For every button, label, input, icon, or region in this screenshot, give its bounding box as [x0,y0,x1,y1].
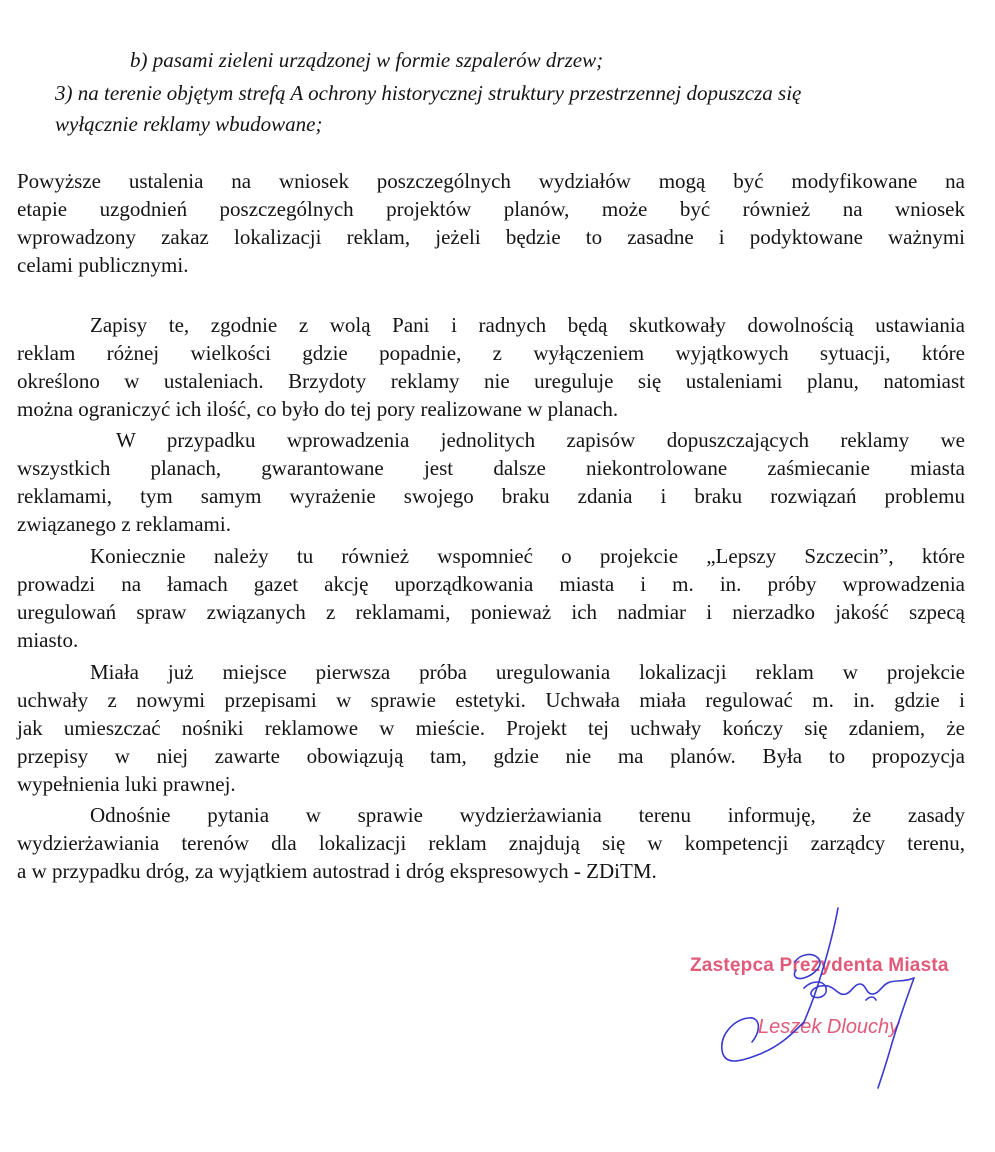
paragraph-4-line-2: prowadzi na łamach gazet akcję uporządkowania miasta i m. in. próby wprowadzenia [17,572,965,596]
paragraph-2-line-4: można ograniczyć ich ilość, co było do tej pory realizowane w planach. [17,397,619,421]
paragraph-2-line-1: Zapisy te, zgodnie z wolą Pani i radnych będą skutkowały dowolnością ustawiania [90,313,965,337]
signature-icon [700,900,940,1100]
paragraph-1-line-2: etapie uzgodnień poszczególnych projektów planów, może być również na wniosek [17,197,965,221]
stamp-title: Zastępca Prezydenta Miasta [690,955,949,976]
paragraph-5-line-4: przepisy w niej zawarte obowiązują tam, gdzie nie ma planów. Była to propozycja [17,744,965,768]
paragraph-6-line-2: wydzierżawiania terenów dla lokalizacji reklam znajdują się w kompetencji zarządcy terenu, [17,831,965,855]
list-item-3-line-1: 3) na terenie objętym strefą A ochrony historycznej struktury przestrzennej dopuszcza się [55,81,802,105]
paragraph-1-line-1: Powyższe ustalenia na wniosek poszczególnych wydziałów mogą być modyfikowane na [17,169,965,193]
paragraph-3-line-4: związanego z reklamami. [17,512,231,536]
paragraph-4-line-3: uregulowań spraw związanych z reklamami, ponieważ ich nadmiar i nierzadko jakość szpecą [17,600,965,624]
paragraph-5-line-3: jak umieszczać nośniki reklamowe w mieście. Projekt tej uchwały kończy się zdaniem, że [17,716,965,740]
list-item-3-line-2: wyłącznie reklamy wbudowane; [55,112,323,136]
paragraph-1-line-4: celami publicznymi. [17,253,189,277]
stamp-name: Leszek Dlouchy [758,1016,900,1038]
paragraph-5-line-2: uchwały z nowymi przepisami w sprawie estetyki. Uchwała miała regulować m. in. gdzie i [17,688,965,712]
paragraph-3-line-1: W przypadku wprowadzenia jednolitych zapisów dopuszczających reklamy we [116,428,965,452]
paragraph-6-line-1: Odnośnie pytania w sprawie wydzierżawiania terenu informuję, że zasady [90,803,965,827]
list-item-b: b) pasami zieleni urządzonej w formie szpalerów drzew; [130,48,604,72]
paragraph-5-line-1: Miała już miejsce pierwsza próba uregulowania lokalizacji reklam w projekcie [90,660,965,684]
paragraph-3-line-3: reklamami, tym samym wyrażenie swojego braku zdania i braku rozwiązań problemu [17,484,965,508]
paragraph-2-line-3: określono w ustaleniach. Brzydoty reklamy nie ureguluje się ustaleniami planu, natomiast [17,369,965,393]
paragraph-1-line-3: wprowadzony zakaz lokalizacji reklam, jeżeli będzie to zasadne i podyktowane ważnymi [17,225,965,249]
paragraph-3-line-2: wszystkich planach, gwarantowane jest dalsze niekontrolowane zaśmiecanie miasta [17,456,965,480]
paragraph-2-line-2: reklam różnej wielkości gdzie popadnie, z wyłączeniem wyjątkowych sytuacji, które [17,341,965,365]
paragraph-4-line-4: miasto. [17,628,79,652]
paragraph-6-line-3: a w przypadku dróg, za wyjątkiem autostrad i dróg ekspresowych - ZDiTM. [17,859,657,883]
paragraph-4-line-1: Koniecznie należy tu również wspomnieć o projekcie „Lepszy Szczecin”, które [90,544,965,568]
paragraph-5-line-5: wypełnienia luki prawnej. [17,772,236,796]
